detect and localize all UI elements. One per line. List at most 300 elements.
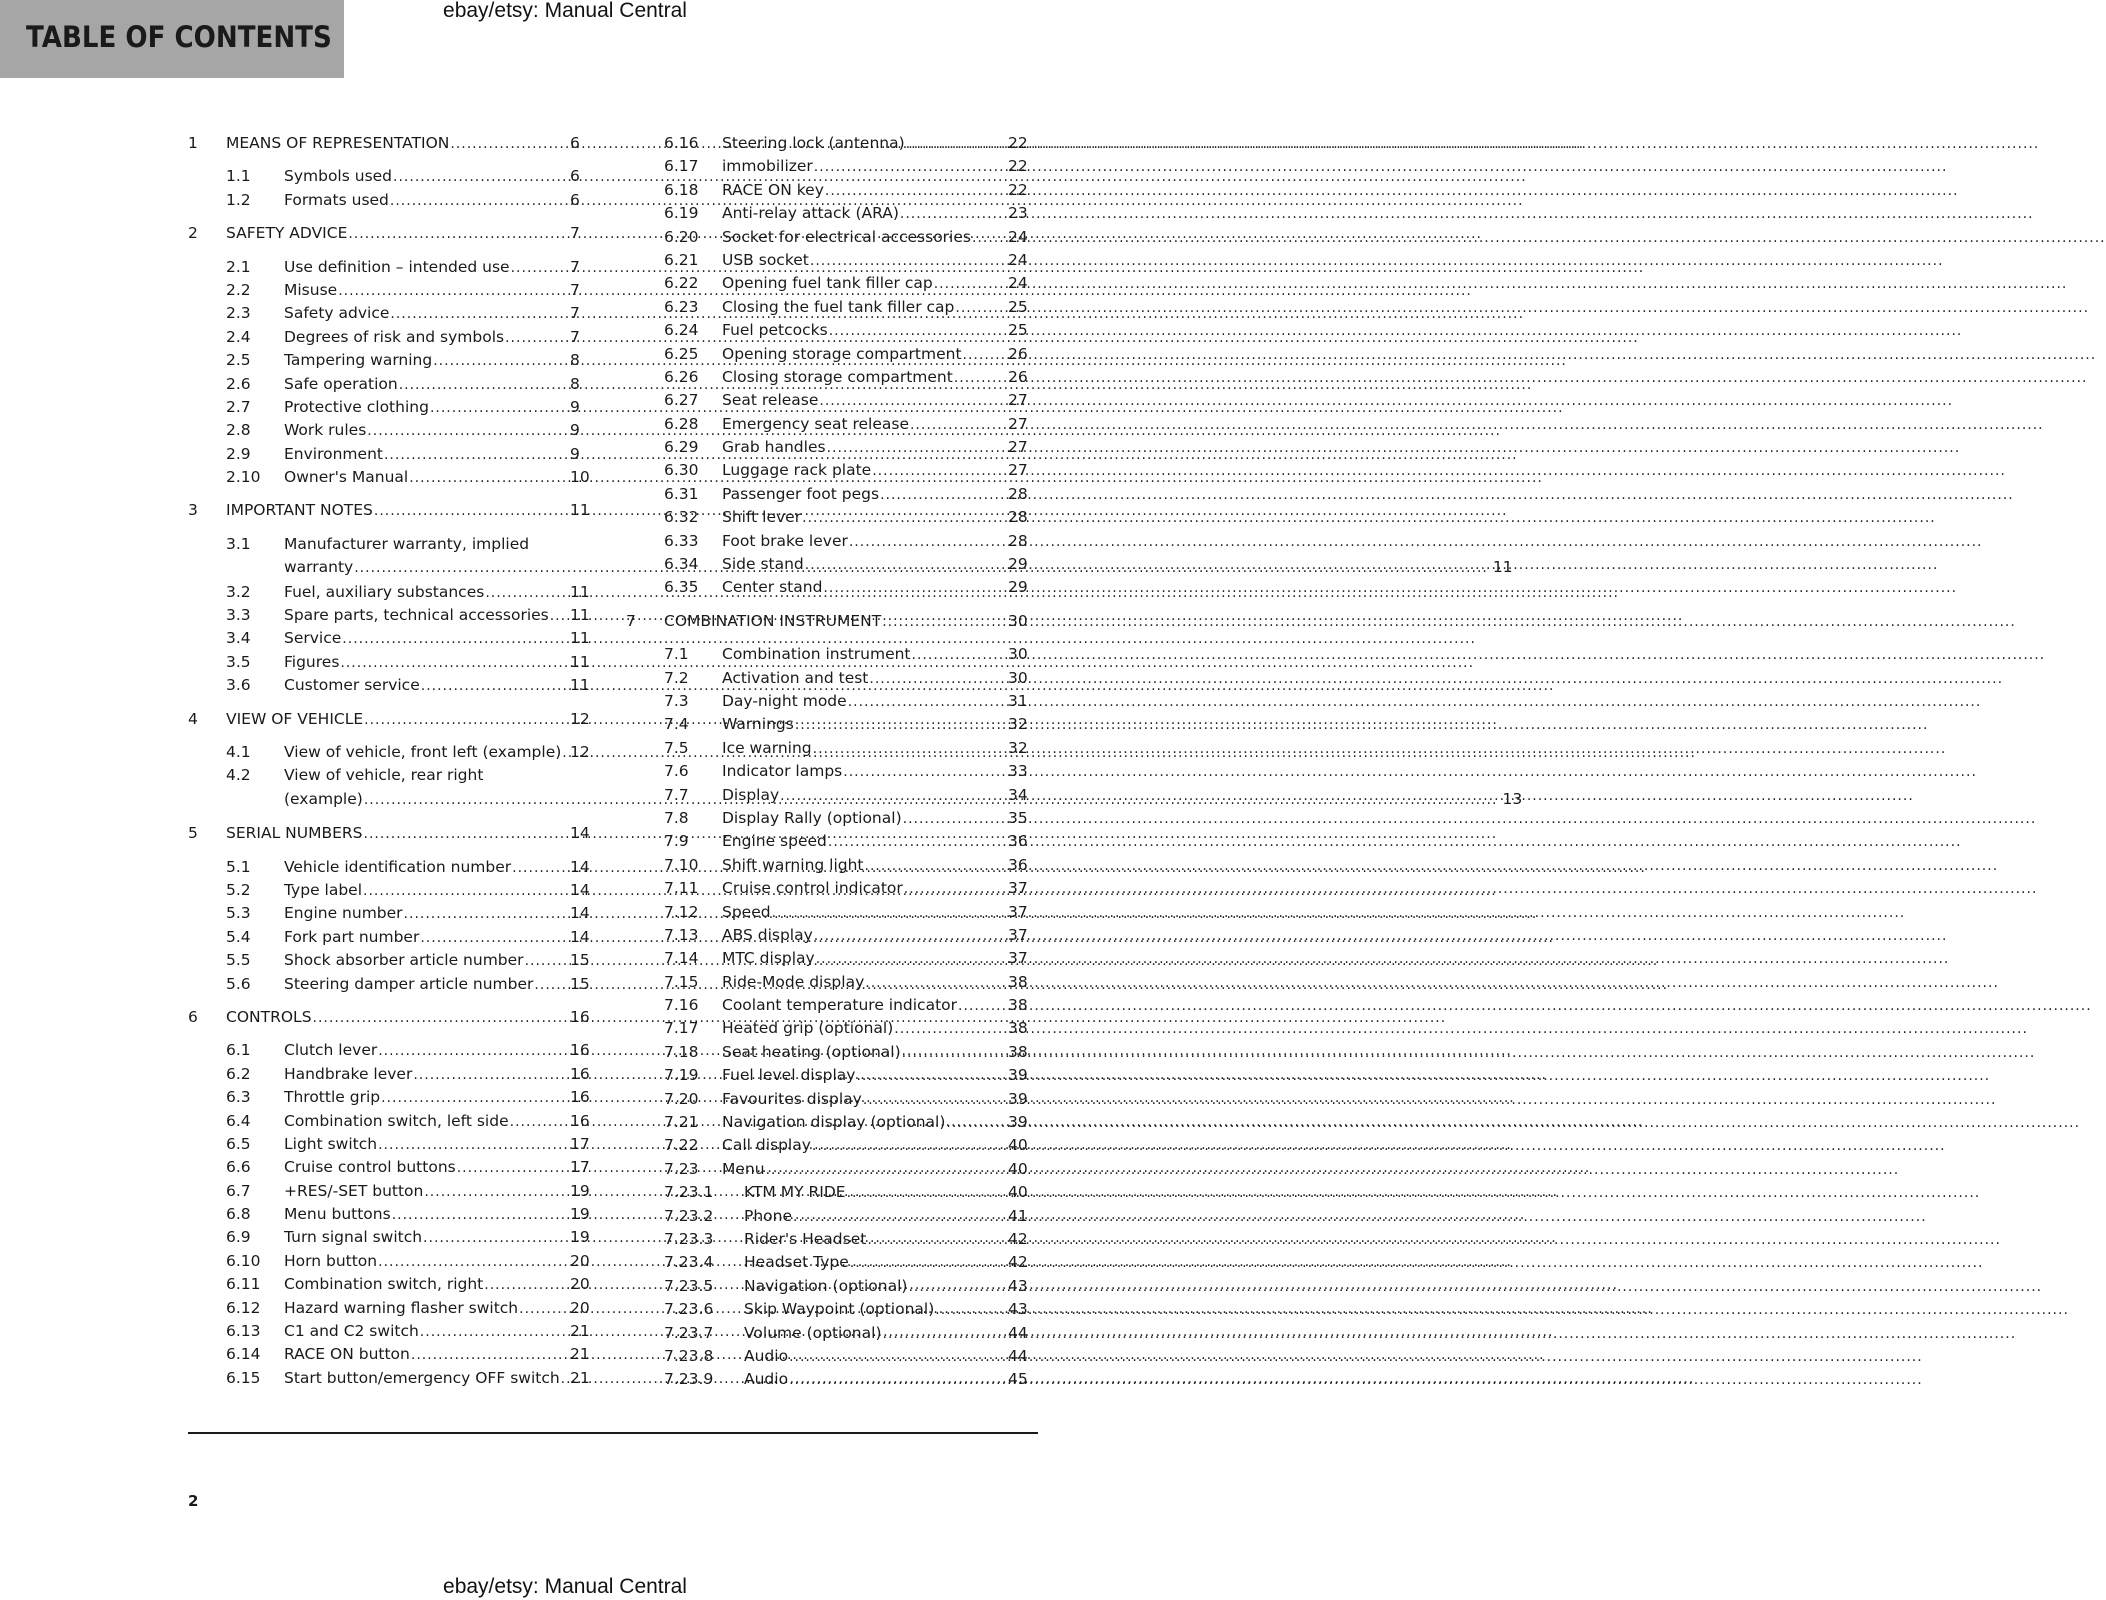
dot-leader bbox=[946, 1111, 2080, 1135]
toc-entry-leader bbox=[722, 179, 1006, 203]
toc-entry-page: 35 bbox=[1008, 808, 1028, 827]
toc-entry-row[interactable] bbox=[626, 132, 1036, 155]
toc-entry-page: 37 bbox=[1008, 949, 1028, 968]
toc-entry-number: 7.19 bbox=[664, 1066, 699, 1085]
toc-entry-number: 6.4 bbox=[226, 1111, 251, 1130]
toc-chapter-row[interactable] bbox=[188, 132, 598, 155]
toc-entry-title: Horn button bbox=[284, 1251, 378, 1270]
toc-entry-page: 17 bbox=[570, 1158, 590, 1177]
toc-entry-row[interactable] bbox=[188, 1086, 598, 1109]
toc-entry-leader bbox=[744, 1345, 1006, 1369]
toc-entry-leader bbox=[722, 1134, 1006, 1158]
toc-entry-row[interactable] bbox=[188, 879, 598, 902]
toc-entry-number: 7.3 bbox=[664, 691, 689, 710]
toc-entry-number: 6.22 bbox=[664, 274, 699, 293]
toc-entry-page: 21 bbox=[570, 1368, 590, 1387]
toc-entry-row[interactable] bbox=[626, 854, 1036, 877]
toc-chapter-row[interactable] bbox=[188, 222, 598, 245]
toc-entry-row[interactable] bbox=[626, 1345, 1036, 1368]
toc-entry-number: 6.35 bbox=[664, 578, 699, 597]
toc-entry-row[interactable] bbox=[626, 1088, 1036, 1111]
toc-entry-row[interactable] bbox=[188, 604, 598, 627]
toc-entry-page: 26 bbox=[1008, 344, 1028, 363]
toc-entry-number: 6.9 bbox=[226, 1228, 251, 1247]
toc-entry-number: 6.3 bbox=[226, 1088, 251, 1107]
toc-entry-page: 11 bbox=[570, 629, 590, 648]
toc-entry-title: Foot brake lever bbox=[722, 531, 848, 550]
toc-entry-row[interactable] bbox=[188, 902, 598, 925]
dot-leader bbox=[912, 643, 2046, 667]
toc-entry-row[interactable] bbox=[626, 971, 1036, 994]
toc-entry-page: 19 bbox=[570, 1181, 590, 1200]
toc-entry-number: 6.25 bbox=[664, 344, 699, 363]
toc-entry-page: 39 bbox=[1008, 1066, 1028, 1085]
toc-entry-leader bbox=[722, 643, 1006, 667]
toc-entry-leader bbox=[722, 924, 1006, 948]
watermark-top: ebay/etsy: Manual Central bbox=[443, 0, 687, 22]
toc-entry-row[interactable] bbox=[626, 924, 1036, 947]
toc-entry-page: 38 bbox=[1008, 996, 1028, 1015]
toc-entry-title: Speed bbox=[722, 902, 771, 921]
toc-entry-page: 32 bbox=[1008, 715, 1028, 734]
dot-leader bbox=[814, 155, 1948, 179]
toc-entry-row[interactable] bbox=[626, 389, 1036, 412]
footer-rule bbox=[188, 1432, 1038, 1434]
toc-entry-title: Grab handles bbox=[722, 438, 826, 457]
toc-entry-page: 6 bbox=[570, 134, 580, 152]
toc-entry-row[interactable] bbox=[626, 643, 1036, 666]
toc-entry-title: Display bbox=[722, 785, 780, 804]
toc-entry-number: 7.23 bbox=[664, 1159, 699, 1178]
toc-entry-leader bbox=[284, 1180, 568, 1204]
toc-entry-title: Ride-Mode display bbox=[722, 972, 865, 991]
toc-entry-row[interactable] bbox=[188, 373, 598, 396]
toc-entry-row[interactable] bbox=[626, 272, 1036, 295]
dot-leader bbox=[882, 610, 2016, 634]
toc-entry-row[interactable] bbox=[626, 506, 1036, 529]
toc-entry-title: Figures bbox=[284, 652, 340, 671]
toc-entry-row[interactable] bbox=[188, 1320, 598, 1343]
dot-leader bbox=[904, 877, 2038, 901]
toc-entry-number: 7.5 bbox=[664, 738, 689, 757]
toc-entry-leader bbox=[284, 902, 568, 926]
toc-entry-page: 19 bbox=[570, 1228, 590, 1247]
toc-entry-number: 7.23.6 bbox=[664, 1300, 714, 1319]
toc-entry-leader bbox=[722, 737, 1006, 761]
toc-entry-row[interactable] bbox=[626, 1298, 1036, 1321]
toc-entry-row[interactable] bbox=[626, 530, 1036, 553]
dot-leader bbox=[872, 459, 2006, 483]
toc-entry-title: Indicator lamps bbox=[722, 762, 843, 781]
toc-entry-number: 6.26 bbox=[664, 367, 699, 386]
toc-entry-leader bbox=[284, 741, 568, 765]
toc-entry-leader bbox=[284, 1039, 568, 1063]
toc-entry-page: 28 bbox=[1008, 484, 1028, 503]
toc-entry-row[interactable] bbox=[188, 466, 598, 489]
toc-entry-page: 16 bbox=[570, 1088, 590, 1107]
toc-entry-row[interactable] bbox=[188, 1250, 598, 1273]
toc-entry-row[interactable] bbox=[188, 949, 598, 972]
toc-entry-row[interactable] bbox=[626, 994, 1036, 1017]
toc-entry-page: 15 bbox=[570, 974, 590, 993]
toc-entry-page: 24 bbox=[1008, 250, 1028, 269]
toc-entry-number: 6.24 bbox=[664, 321, 699, 340]
toc-entry-leader bbox=[284, 651, 568, 675]
toc-entry-row[interactable] bbox=[188, 302, 598, 325]
toc-entry-number: 2.7 bbox=[226, 397, 251, 416]
toc-entry-leader bbox=[284, 1156, 568, 1180]
toc-entry-title: MTC display bbox=[722, 949, 815, 968]
toc-entry-page: 7 bbox=[570, 257, 580, 276]
toc-entry-row[interactable] bbox=[626, 553, 1036, 576]
toc-entry-number: 2.9 bbox=[226, 444, 251, 463]
toc-entry-number: 5 bbox=[188, 824, 198, 843]
toc-entry-title: Combination instrument bbox=[722, 645, 911, 664]
toc-entry-row[interactable] bbox=[188, 1133, 598, 1156]
toc-entry-title: Menu bbox=[722, 1159, 765, 1178]
dot-leader bbox=[827, 436, 1961, 460]
dot-leader bbox=[935, 1298, 2069, 1322]
toc-entry-number: 6.16 bbox=[664, 134, 699, 152]
dot-leader bbox=[793, 1205, 1927, 1229]
toc-entry-title: Navigation (optional) bbox=[744, 1276, 908, 1295]
toc-entry-leader bbox=[284, 1203, 568, 1227]
toc-entry-number: 6.18 bbox=[664, 180, 699, 199]
toc-chapter-row[interactable] bbox=[188, 708, 598, 731]
toc-entry-title: COMBINATION INSTRUMENT bbox=[664, 611, 882, 630]
dot-leader bbox=[955, 296, 2089, 320]
toc-entry-title-continued: warranty bbox=[284, 558, 354, 577]
toc-entry-leader bbox=[284, 581, 568, 605]
toc-entry-row[interactable] bbox=[188, 1156, 598, 1179]
toc-entry-row[interactable] bbox=[626, 1158, 1036, 1181]
toc-entry-leader bbox=[722, 1111, 1006, 1135]
toc-entry-page: 22 bbox=[1008, 134, 1028, 152]
toc-column-right bbox=[626, 132, 1036, 1392]
dot-leader bbox=[867, 1228, 2001, 1252]
toc-entry-row[interactable] bbox=[626, 713, 1036, 736]
toc-chapter-row[interactable] bbox=[188, 499, 598, 522]
toc-entry-title: SERIAL NUMBERS bbox=[226, 824, 363, 843]
toc-entry-page: 11 bbox=[570, 676, 590, 695]
toc-entry-row[interactable] bbox=[626, 1017, 1036, 1040]
toc-entry-row[interactable] bbox=[188, 326, 598, 349]
toc-entry-page: 16 bbox=[570, 1064, 590, 1083]
toc-entry-row[interactable] bbox=[188, 419, 598, 442]
toc-entry-row[interactable] bbox=[626, 483, 1036, 506]
toc-entry-page: 38 bbox=[1008, 1019, 1028, 1038]
toc-entry-row[interactable] bbox=[188, 1180, 598, 1203]
toc-entry-title: Phone bbox=[744, 1206, 793, 1225]
toc-chapter-row[interactable] bbox=[188, 822, 598, 845]
toc-entry-page: 16 bbox=[570, 1041, 590, 1060]
toc-entry-page: 24 bbox=[1008, 274, 1028, 293]
toc-entry-number: 6.14 bbox=[226, 1345, 261, 1364]
toc-entry-row[interactable] bbox=[188, 1110, 598, 1133]
toc-entry-page: 44 bbox=[1008, 1323, 1028, 1342]
toc-entry-leader bbox=[722, 760, 1006, 784]
toc-entry-title: Anti-relay attack (ARA) bbox=[722, 204, 899, 223]
toc-entry-page: 7 bbox=[570, 327, 580, 346]
toc-entry-number: 6.21 bbox=[664, 250, 699, 269]
toc-entry-leader bbox=[744, 1181, 1006, 1205]
dot-leader bbox=[819, 389, 1953, 413]
toc-entry-title: Start button/emergency OFF switch bbox=[284, 1368, 560, 1387]
toc-entry-title: Menu buttons bbox=[284, 1205, 391, 1224]
toc-entry-number: 1.1 bbox=[226, 167, 251, 186]
toc-entry-leader bbox=[744, 1298, 1006, 1322]
toc-entry-row[interactable] bbox=[626, 760, 1036, 783]
toc-entry-row[interactable] bbox=[626, 296, 1036, 319]
toc-entry-row[interactable] bbox=[626, 366, 1036, 389]
toc-entry-leader bbox=[722, 506, 1006, 530]
toc-entry-leader bbox=[284, 1063, 568, 1087]
toc-entry-title: USB socket bbox=[722, 250, 809, 269]
toc-entry-row[interactable] bbox=[188, 165, 598, 188]
toc-entry-title: Manufacturer warranty, implied bbox=[284, 534, 530, 553]
toc-entry-leader bbox=[284, 396, 568, 420]
toc-entry-row[interactable] bbox=[626, 1041, 1036, 1064]
toc-entry-row[interactable] bbox=[626, 830, 1036, 853]
toc-entry-page: 27 bbox=[1008, 414, 1028, 433]
toc-entry-number: 7.17 bbox=[664, 1019, 699, 1038]
toc-entry-leader bbox=[284, 189, 568, 213]
toc-entry-number: 6.10 bbox=[226, 1251, 261, 1270]
toc-entry-leader bbox=[722, 530, 1006, 554]
toc-entry-row[interactable] bbox=[626, 436, 1036, 459]
toc-entry-row[interactable] bbox=[626, 667, 1036, 690]
toc-entry-row[interactable] bbox=[626, 1205, 1036, 1228]
toc-entry-row[interactable] bbox=[626, 249, 1036, 272]
toc-entry-number: 6.29 bbox=[664, 438, 699, 457]
toc-entry-page: 34 bbox=[1008, 785, 1028, 804]
toc-entry-page: 37 bbox=[1008, 879, 1028, 898]
toc-entry-title: Luggage rack plate bbox=[722, 461, 872, 480]
toc-entry-row[interactable] bbox=[188, 1343, 598, 1366]
page-title: TABLE OF CONTENTS bbox=[26, 20, 332, 54]
toc-entry-row[interactable] bbox=[188, 349, 598, 372]
toc-entry-page: 30 bbox=[1008, 645, 1028, 664]
toc-entry-row[interactable] bbox=[626, 1275, 1036, 1298]
toc-entry-leader bbox=[284, 349, 568, 373]
toc-entry-number: 6.33 bbox=[664, 531, 699, 550]
toc-entry-leader bbox=[722, 901, 1006, 925]
toc-entry-row[interactable] bbox=[188, 741, 598, 764]
toc-entry-row[interactable] bbox=[626, 1322, 1036, 1345]
toc-entry-number: 6.17 bbox=[664, 157, 699, 176]
toc-entry-title: Spare parts, technical accessories bbox=[284, 606, 549, 625]
toc-entry-leader bbox=[226, 222, 568, 246]
toc-entry-number: 7.23.4 bbox=[664, 1253, 714, 1272]
toc-entry-row[interactable] bbox=[626, 319, 1036, 342]
toc-entry-leader bbox=[284, 1250, 568, 1274]
toc-entry-page: 41 bbox=[1008, 1206, 1028, 1225]
toc-entry-title: Shift lever bbox=[722, 508, 802, 527]
toc-entry-row[interactable] bbox=[626, 1368, 1036, 1391]
toc-entry-page: 14 bbox=[570, 904, 590, 923]
toc-entry-leader bbox=[284, 1133, 568, 1157]
dot-leader bbox=[880, 483, 2014, 507]
toc-entry-row[interactable] bbox=[188, 443, 598, 466]
toc-entry-title: immobilizer bbox=[722, 157, 813, 176]
toc-entry-page: 20 bbox=[570, 1251, 590, 1270]
toc-entry-page: 7 bbox=[570, 304, 580, 323]
toc-entry-number: 4.1 bbox=[226, 743, 251, 762]
toc-entry-number: 6.5 bbox=[226, 1134, 251, 1153]
toc-entry-row[interactable] bbox=[626, 459, 1036, 482]
toc-entry-number: 6.7 bbox=[226, 1181, 251, 1200]
toc-entry-row[interactable] bbox=[188, 973, 598, 996]
toc-entry-title: Volume (optional) bbox=[744, 1323, 882, 1342]
toc-entry-page: 9 bbox=[570, 397, 580, 416]
toc-entry-leader bbox=[284, 373, 568, 397]
toc-entry-row[interactable] bbox=[188, 1273, 598, 1296]
toc-entry-title: Steering lock (antenna) bbox=[722, 134, 905, 152]
toc-entry-row[interactable] bbox=[626, 1181, 1036, 1204]
toc-entry-number: 7.23.2 bbox=[664, 1206, 714, 1225]
toc-entry-number: 7.9 bbox=[664, 832, 689, 851]
toc-entry-leader bbox=[284, 326, 568, 350]
toc-entry-leader bbox=[284, 879, 568, 903]
toc-entry-row[interactable] bbox=[626, 807, 1036, 830]
toc-entry-number: 2 bbox=[188, 224, 198, 243]
toc-entry-title: Shock absorber article number bbox=[284, 951, 524, 970]
dot-leader bbox=[789, 1345, 1923, 1369]
toc-entry-page: 33 bbox=[1008, 762, 1028, 781]
toc-entry-title: +RES/-SET button bbox=[284, 1181, 424, 1200]
toc-entry-title: KTM MY RIDE bbox=[744, 1183, 846, 1202]
toc-entry-row[interactable] bbox=[188, 1063, 598, 1086]
toc-entry-page: 40 bbox=[1008, 1159, 1028, 1178]
toc-entry-row[interactable] bbox=[626, 690, 1036, 713]
toc-entry-row[interactable] bbox=[626, 226, 1036, 249]
toc-entry-title: Engine number bbox=[284, 904, 403, 923]
toc-entry-page: 22 bbox=[1008, 180, 1028, 199]
toc-entry-number: 3.2 bbox=[226, 582, 251, 601]
dot-leader bbox=[795, 713, 1929, 737]
toc-entry-row[interactable] bbox=[188, 651, 598, 674]
toc-entry-row[interactable] bbox=[188, 1226, 598, 1249]
toc-entry-row[interactable] bbox=[188, 396, 598, 419]
dot-leader bbox=[883, 1322, 2017, 1346]
toc-entry-row[interactable] bbox=[626, 155, 1036, 178]
toc-entry-title: Service bbox=[284, 629, 342, 648]
toc-entry-leader bbox=[664, 610, 1006, 634]
toc-entry-title: Use definition – intended use bbox=[284, 257, 510, 276]
toc-entry-page: 29 bbox=[1008, 578, 1028, 597]
toc-chapter-row[interactable] bbox=[188, 1006, 598, 1029]
toc-entry-number: 7.21 bbox=[664, 1113, 699, 1132]
toc-entry-page: 14 bbox=[570, 857, 590, 876]
toc-entry-page: 13 bbox=[1502, 789, 1523, 808]
toc-entry-page: 14 bbox=[570, 824, 590, 843]
toc-entry-row[interactable] bbox=[188, 1039, 598, 1062]
toc-entry-page: 30 bbox=[1008, 668, 1028, 687]
toc-entry-number: 6.6 bbox=[226, 1158, 251, 1177]
toc-entry-title: Shift warning light bbox=[722, 855, 864, 874]
toc-entry-row[interactable] bbox=[188, 581, 598, 604]
toc-entry-title: Socket for electrical accessories bbox=[722, 227, 971, 246]
toc-entry-row[interactable] bbox=[188, 1367, 598, 1390]
toc-entry-leader bbox=[722, 483, 1006, 507]
toc-entry-number: 6.27 bbox=[664, 391, 699, 410]
toc-entry-title: Engine speed bbox=[722, 832, 827, 851]
toc-entry-row[interactable] bbox=[626, 1134, 1036, 1157]
toc-entry-row[interactable] bbox=[188, 926, 598, 949]
toc-entry-leader bbox=[722, 132, 1006, 156]
toc-entry-leader bbox=[284, 1110, 568, 1134]
toc-entry-row[interactable] bbox=[626, 947, 1036, 970]
toc-entry-page: 20 bbox=[570, 1298, 590, 1317]
toc-entry-leader bbox=[284, 1273, 568, 1297]
toc-entry-leader bbox=[722, 713, 1006, 737]
dot-leader bbox=[828, 830, 1962, 854]
toc-entry-title: Handbrake lever bbox=[284, 1064, 413, 1083]
toc-entry-title: Activation and test bbox=[722, 668, 869, 687]
toc-entry-leader bbox=[284, 1226, 568, 1250]
toc-entry-leader bbox=[722, 155, 1006, 179]
toc-entry-number: 7.23.7 bbox=[664, 1323, 714, 1342]
toc-entry-row[interactable] bbox=[626, 901, 1036, 924]
toc-entry-page: 45 bbox=[1008, 1370, 1028, 1389]
toc-entry-title: Display Rally (optional) bbox=[722, 808, 902, 827]
toc-entry-row[interactable] bbox=[626, 179, 1036, 202]
toc-entry-row[interactable] bbox=[626, 202, 1036, 225]
toc-entry-leader bbox=[744, 1275, 1006, 1299]
toc-entry-page: 8 bbox=[570, 351, 580, 370]
toc-entry-row[interactable] bbox=[626, 1228, 1036, 1251]
toc-entry-leader bbox=[744, 1205, 1006, 1229]
toc-entry-row[interactable] bbox=[626, 1111, 1036, 1134]
dot-leader bbox=[972, 226, 2106, 250]
toc-entry-row[interactable] bbox=[626, 1251, 1036, 1274]
toc-entry-row[interactable] bbox=[188, 627, 598, 650]
toc-entry-row[interactable] bbox=[188, 1203, 598, 1226]
toc-entry-title: Closing storage compartment bbox=[722, 367, 953, 386]
toc-entry-number: 7.7 bbox=[664, 785, 689, 804]
toc-entry-row[interactable] bbox=[626, 1064, 1036, 1087]
toc-entry-page: 37 bbox=[1008, 902, 1028, 921]
toc-entry-row[interactable] bbox=[188, 256, 598, 279]
toc-entry-leader bbox=[226, 499, 568, 523]
toc-entry-row[interactable] bbox=[626, 343, 1036, 366]
toc-entry-row[interactable] bbox=[188, 674, 598, 697]
toc-entry-number: 3.5 bbox=[226, 652, 251, 671]
toc-entry-leader bbox=[284, 279, 568, 303]
dot-leader bbox=[906, 132, 2040, 156]
toc-entry-title: View of vehicle, rear right bbox=[284, 766, 484, 785]
toc-entry-title: Fuel petcocks bbox=[722, 321, 828, 340]
toc-entry-number: 2.3 bbox=[226, 304, 251, 323]
toc-entry-row[interactable] bbox=[188, 189, 598, 212]
toc-chapter-row[interactable] bbox=[626, 610, 1036, 633]
toc-entry-number: 7.23.9 bbox=[664, 1370, 714, 1389]
toc-entry-row[interactable] bbox=[188, 1297, 598, 1320]
toc-entry-row[interactable] bbox=[626, 877, 1036, 900]
toc-entry-page: 32 bbox=[1008, 738, 1028, 757]
toc-entry-leader bbox=[722, 877, 1006, 901]
toc-entry-number: 6.13 bbox=[226, 1322, 261, 1341]
toc-entry-row[interactable] bbox=[188, 279, 598, 302]
toc-entry-row[interactable] bbox=[626, 737, 1036, 760]
toc-entry-row[interactable] bbox=[188, 856, 598, 879]
toc-entry-row[interactable] bbox=[626, 576, 1036, 599]
toc-entry-row[interactable] bbox=[626, 413, 1036, 436]
toc-entry-title: Audio bbox=[744, 1346, 789, 1365]
toc-entry-row[interactable] bbox=[626, 784, 1036, 807]
toc-entry-page: 9 bbox=[570, 421, 580, 440]
toc-entry-leader bbox=[722, 459, 1006, 483]
